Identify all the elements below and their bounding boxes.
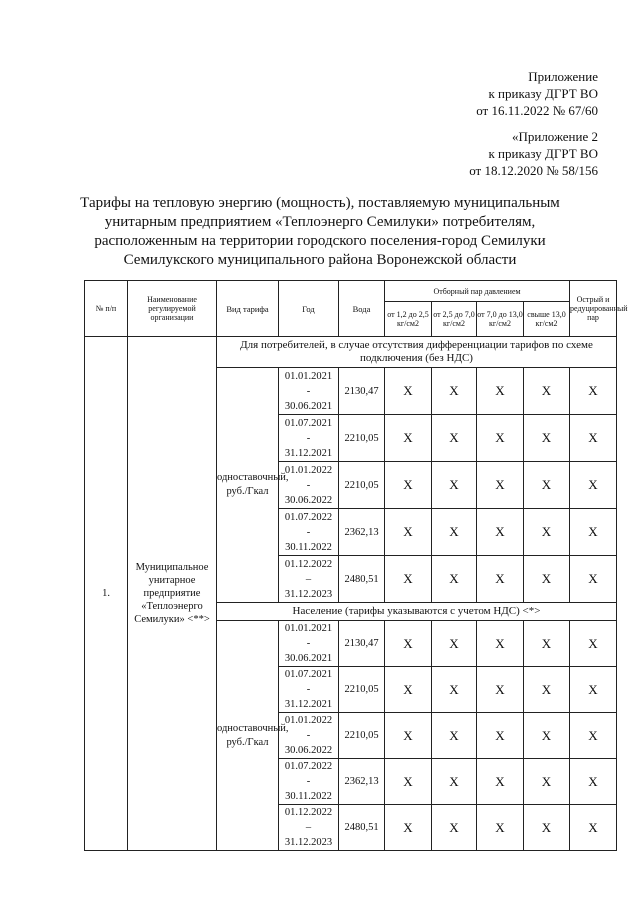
steam-2-value: Х	[432, 509, 477, 556]
steam-3-value: Х	[477, 805, 524, 851]
water-price: 2362,13	[339, 509, 385, 556]
header-water: Вода	[339, 281, 385, 337]
title-line: Тарифы на тепловую энергию (мощность), поставляемую муниципальным	[80, 195, 560, 211]
steam-3-value: Х	[477, 759, 524, 805]
steam-2-value: Х	[432, 556, 477, 603]
sharp-steam-value: Х	[570, 556, 617, 603]
rate-type: одноставочный, руб./Гкал	[217, 368, 279, 603]
steam-2-value: Х	[432, 621, 477, 667]
steam-4-value: Х	[524, 556, 570, 603]
steam-3-value: Х	[477, 621, 524, 667]
steam-1-value: Х	[385, 713, 432, 759]
rate-type: одноставочный, руб./Гкал	[217, 621, 279, 851]
title-line: Семилукского муниципального района Воронежской области	[123, 252, 517, 268]
steam-1-value: Х	[385, 509, 432, 556]
steam-4-value: Х	[524, 667, 570, 713]
steam-4-value: Х	[524, 621, 570, 667]
water-price: 2480,51	[339, 556, 385, 603]
sharp-steam-value: Х	[570, 713, 617, 759]
header-steam-group: Отборный пар давлением	[385, 281, 570, 302]
sharp-steam-value: Х	[570, 759, 617, 805]
appendix-label: Приложение	[528, 69, 598, 84]
steam-2-value: Х	[432, 462, 477, 509]
steam-3-value: Х	[477, 415, 524, 462]
steam-4-value: Х	[524, 368, 570, 415]
steam-2-value: Х	[432, 667, 477, 713]
steam-3-value: Х	[477, 509, 524, 556]
sharp-steam-value: Х	[570, 415, 617, 462]
steam-2-value: Х	[432, 415, 477, 462]
steam-4-value: Х	[524, 462, 570, 509]
steam-2-value: Х	[432, 368, 477, 415]
appendix-order-date: от 18.12.2020 № 58/156	[469, 163, 598, 178]
section-title: Население (тарифы указываются с учетом НДС) <*>	[217, 603, 617, 621]
steam-2-value: Х	[432, 759, 477, 805]
header-year: Год	[279, 281, 339, 337]
water-price: 2210,05	[339, 415, 385, 462]
steam-1-value: Х	[385, 667, 432, 713]
steam-1-value: Х	[385, 759, 432, 805]
period-cell: 01.07.2021 - 31.12.2021	[279, 415, 339, 462]
period-cell: 01.07.2022 - 30.11.2022	[279, 509, 339, 556]
steam-2-value: Х	[432, 713, 477, 759]
sharp-steam-value: Х	[570, 621, 617, 667]
steam-4-value: Х	[524, 759, 570, 805]
tariff-table	[84, 280, 628, 851]
steam-4-value: Х	[524, 509, 570, 556]
water-price: 2362,13	[339, 759, 385, 805]
steam-3-value: Х	[477, 713, 524, 759]
steam-1-value: Х	[385, 556, 432, 603]
water-price: 2210,05	[339, 713, 385, 759]
sharp-steam-value: Х	[570, 462, 617, 509]
period-cell: 01.01.2022 - 30.06.2022	[279, 713, 339, 759]
organization-name: Муниципальное унитарное предприятие «Теплоэнерго Семилуки» <**>	[128, 337, 217, 851]
water-price: 2210,05	[339, 667, 385, 713]
sharp-steam-value: Х	[570, 805, 617, 851]
period-cell: 01.01.2021 - 30.06.2021	[279, 368, 339, 415]
appendix-order-date: от 16.11.2022 № 67/60	[476, 103, 598, 118]
sharp-steam-value: Х	[570, 368, 617, 415]
section-title: Для потребителей, в случае отсутствия дифференциации тарифов по схеме подключения (без НДС)	[217, 337, 617, 368]
steam-1-value: Х	[385, 462, 432, 509]
period-cell: 01.01.2021 - 30.06.2021	[279, 621, 339, 667]
period-cell: 01.12.2022 – 31.12.2023	[279, 556, 339, 603]
header-steam-1: от 1,2 до 2,5 кг/см2	[385, 302, 432, 337]
steam-3-value: Х	[477, 368, 524, 415]
water-price: 2130,47	[339, 621, 385, 667]
sharp-steam-value: Х	[570, 509, 617, 556]
steam-3-value: Х	[477, 556, 524, 603]
title-line: расположенным на территории городского поселения-город Семилуки	[94, 233, 546, 249]
title-line: унитарным предприятием «Теплоэнерго Семилуки» потребителям,	[104, 214, 536, 230]
appendix-previous-header	[469, 128, 598, 179]
header-number: № п/п	[85, 281, 128, 337]
water-price: 2480,51	[339, 805, 385, 851]
period-cell: 01.01.2022 - 30.06.2022	[279, 462, 339, 509]
steam-2-value: Х	[432, 805, 477, 851]
appendix-label: «Приложение 2	[511, 129, 598, 144]
row-number: 1.	[85, 337, 128, 851]
header-tariff-type: Вид тарифа	[217, 281, 279, 337]
steam-3-value: Х	[477, 667, 524, 713]
document-title	[80, 194, 560, 270]
header-steam-2: от 2,5 до 7,0 кг/см2	[432, 302, 477, 337]
steam-1-value: Х	[385, 621, 432, 667]
steam-1-value: Х	[385, 415, 432, 462]
steam-4-value: Х	[524, 805, 570, 851]
period-cell: 01.12.2022 – 31.12.2023	[279, 805, 339, 851]
water-price: 2130,47	[339, 368, 385, 415]
period-cell: 01.07.2021 - 31.12.2021	[279, 667, 339, 713]
header-sharp-steam: Острый и редуцированный пар	[570, 281, 617, 337]
sharp-steam-value: Х	[570, 667, 617, 713]
steam-4-value: Х	[524, 415, 570, 462]
appendix-order-ref: к приказу ДГРТ ВО	[488, 146, 598, 161]
header-organization: Наименование регулируемой организации	[128, 281, 217, 337]
period-cell: 01.07.2022 - 30.11.2022	[279, 759, 339, 805]
steam-1-value: Х	[385, 805, 432, 851]
header-steam-4: свыше 13,0 кг/см2	[524, 302, 570, 337]
appendix-order-ref: к приказу ДГРТ ВО	[488, 86, 598, 101]
steam-1-value: Х	[385, 368, 432, 415]
appendix-current-header	[476, 68, 598, 119]
water-price: 2210,05	[339, 462, 385, 509]
header-steam-3: от 7,0 до 13,0 кг/см2	[477, 302, 524, 337]
steam-3-value: Х	[477, 462, 524, 509]
steam-4-value: Х	[524, 713, 570, 759]
